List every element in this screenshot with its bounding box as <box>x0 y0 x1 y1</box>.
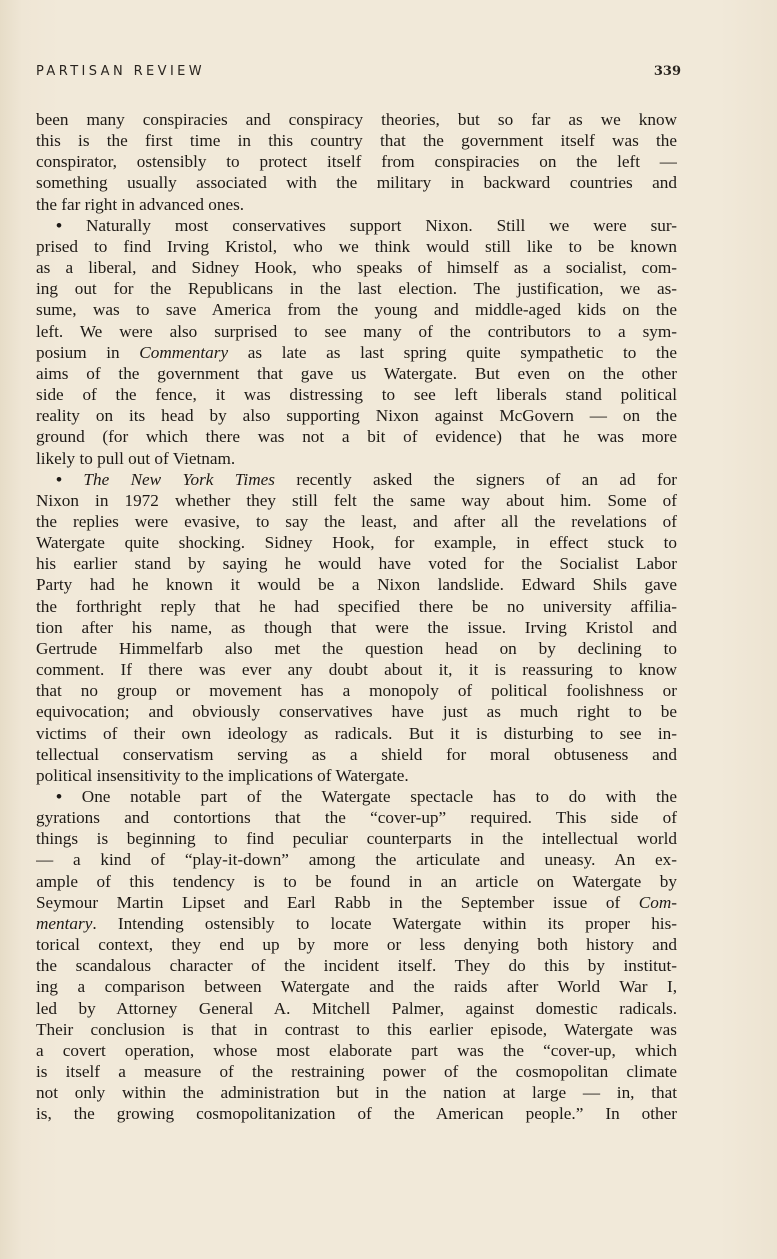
text-line: Gertrude Himmelfarb also met the question head on by declining to <box>36 638 677 658</box>
text-line: • One notable part of the Watergate spectacle has to do with the <box>56 787 677 806</box>
text-line: the replies were evasive, to say the least, and after all the revelations of <box>36 511 677 531</box>
text-line: sume, was to save America from the young and middle-aged kids on the <box>36 300 677 320</box>
text-line: Party had he known it would be a Nixon landslide. Edward Shils gave <box>36 575 677 595</box>
text-line: reality on its head by also supporting Nixon against McGovern — on the <box>36 406 677 426</box>
text-line: tion after his name, as though that were the issue. Irving Kristol and <box>36 617 677 637</box>
text-line: his earlier stand by saying he would have voted for the Socialist Labor <box>36 554 677 574</box>
text-line: political insensitivity to the implications of Watergate. <box>36 765 409 785</box>
text-line: is itself a measure of the restraining power of the cosmopolitan climate <box>36 1062 677 1082</box>
text-line: gyrations and contortions that the “cover-up” required. This side of <box>36 808 677 828</box>
text-line: — a kind of “play-it-down” among the articulate and uneasy. An ex- <box>36 850 677 870</box>
text-line: mentary. Intending ostensibly to locate Watergate within its proper his- <box>36 913 677 933</box>
text-line: ing out for the Republicans in the last election. The justification, we as- <box>36 279 677 299</box>
text-line: led by Attorney General A. Mitchell Palmer, against domestic radicals. <box>36 998 677 1018</box>
text-line: • The New York Times recently asked the signers of an ad for <box>56 469 677 489</box>
text-line: the forthright reply that he had specified there be no university affilia- <box>36 596 677 616</box>
text-line: is, the growing cosmopolitanization of the American people.” In other <box>36 1104 677 1124</box>
text-line: ample of this tendency is to be found in an article on Watergate by <box>36 871 677 891</box>
text-line: the scandalous character of the incident itself. They do this by institut- <box>36 956 677 976</box>
text-line: been many conspiracies and conspiracy theories, but so far as we know <box>36 110 677 129</box>
text-line: a covert operation, whose most elaborate part was the “cover-up, which <box>36 1040 677 1060</box>
text-line: this is the first time in this country that the government itself was the <box>36 131 677 151</box>
text-line: prised to find Irving Kristol, who we think would still like to be known <box>36 236 677 256</box>
text-line: aims of the government that gave us Watergate. But even on the other <box>36 363 677 383</box>
text-line: posium in Commentary as late as last spring quite sympathetic to the <box>36 342 677 362</box>
body-text <box>36 109 677 1125</box>
text-line: tellectual conservatism serving as a shield for moral obtuseness and <box>36 744 677 764</box>
text-line: Watergate quite shocking. Sidney Hook, for example, in effect stuck to <box>36 533 677 553</box>
text-line: side of the fence, it was distressing to see left liberals stand political <box>36 385 677 405</box>
text-line: ing a comparison between Watergate and the raids after World War I, <box>36 977 677 997</box>
text-line: • Naturally most conservatives support Nixon. Still we were sur- <box>56 215 677 235</box>
text-line: something usually associated with the military in backward countries and <box>36 173 677 193</box>
text-line: as a liberal, and Sidney Hook, who speaks of himself as a socialist, com- <box>36 258 677 278</box>
running-head <box>36 64 681 84</box>
text-line: the far right in advanced ones. <box>36 194 245 214</box>
text-line: Nixon in 1972 whether they still felt the same way about him. Some of <box>36 490 677 510</box>
text-line: equivocation; and obviously conservatives have just as much right to be <box>36 702 677 722</box>
text-line: that no group or movement has a monopoly of political foolishness or <box>36 681 677 701</box>
page-number: 339 <box>653 64 681 79</box>
text-line: comment. If there was ever any doubt about it, it is reassuring to know <box>36 660 677 680</box>
text-line: Seymour Martin Lipset and Earl Rabb in the September issue of Com- <box>36 892 677 912</box>
text-line: things is beginning to find peculiar counterparts in the intellectual world <box>36 829 677 849</box>
journal-title: PARTISAN REVIEW <box>36 64 206 79</box>
text-line: torical context, they end up by more or less denying both history and <box>36 935 677 955</box>
text-line: victims of their own ideology as radicals. But it is disturbing to see in- <box>36 723 677 743</box>
text-line: ground (for which there was not a bit of evidence) that he was more <box>36 427 677 447</box>
text-line: likely to pull out of Vietnam. <box>36 448 236 468</box>
text-line: Their conclusion is that in contrast to this earlier episode, Watergate was <box>36 1019 677 1039</box>
text-line: left. We were also surprised to see many of the contributors to a sym- <box>36 321 677 341</box>
text-line: conspirator, ostensibly to protect itself from conspiracies on the left — <box>36 152 677 172</box>
text-line: not only within the administration but in the nation at large — in, that <box>36 1083 677 1103</box>
